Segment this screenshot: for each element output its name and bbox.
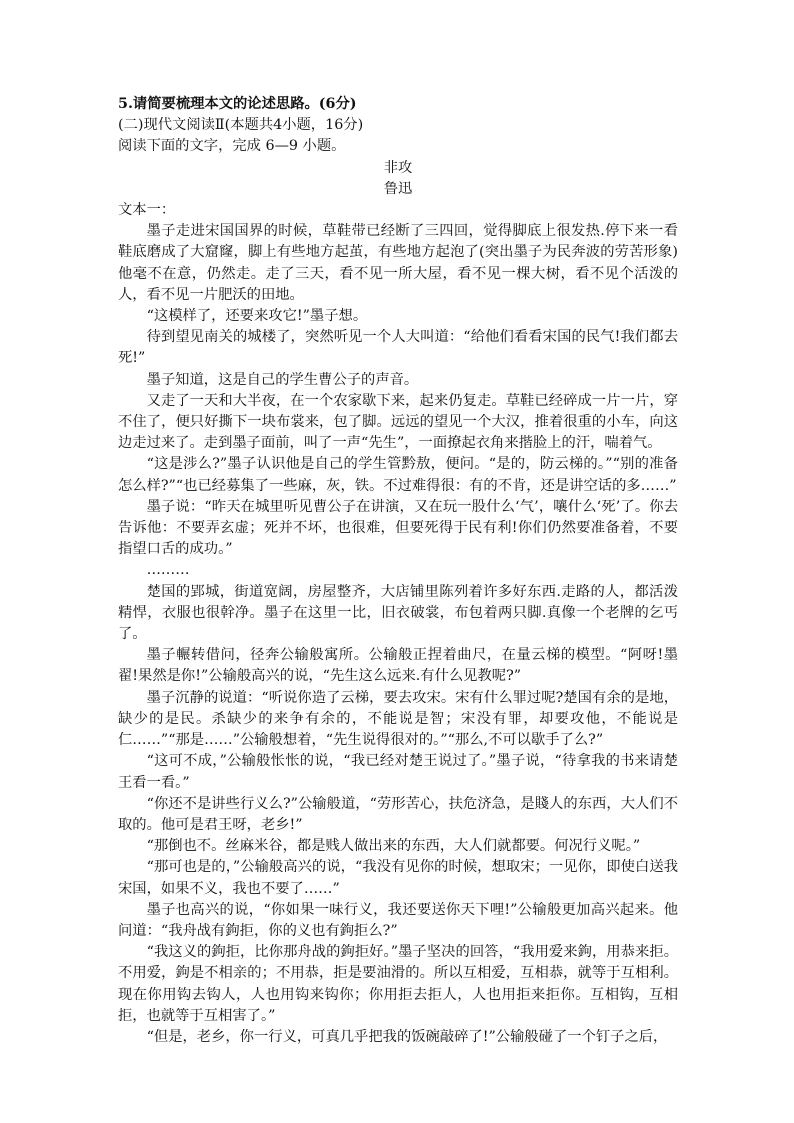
- document-page: [118, 94, 678, 1048]
- paragraph: “这可不成，”公输般怅怅的说，“我已经对楚王说过了。”墨子说，“待拿我的书来请楚王看一看。”: [118, 753, 678, 791]
- paragraph: “那可也是的，”公输般高兴的说，“我没有见你的时候，想取宋；一见你，即使白送我宋国，如果不义，我也不要了……”: [118, 859, 678, 897]
- omission-ellipsis: ………: [146, 562, 190, 579]
- question-5: 5.请简要梳理本文的论述思路。(6分): [118, 96, 357, 112]
- paragraph: 墨子沉静的说道：“听说你造了云梯，要去攻宋。宋有什么罪过呢?楚国有余的是地，缺少的是民。杀缺少的来争有余的，不能说是智；宋没有罪，却要攻他，不能说是仁……”“那是……”公输般想着，“先生说得很对的。”“那么,不可以歇手了么?”: [118, 689, 678, 749]
- text-one-label: 文本一：: [118, 202, 176, 219]
- paragraph: 墨子知道，这是自己的学生曹公子的声音。: [146, 371, 419, 388]
- paragraph: “但是，老乡，你一行义，可真几乎把我的饭碗敲碎了!”公输般碰了一个钉子之后，: [146, 1028, 668, 1045]
- paragraph: 楚国的郢城，街道宽阔，房屋整齐，大店铺里陈列着许多好东西.走路的人，都活泼精悍，衣服也很幹净。墨子在这里一比，旧衣破裳，布包着两只脚.真像一个老牌的乞丐了。: [118, 583, 678, 643]
- paragraph: “这模样了，还要来攻它!”墨子想。: [146, 308, 368, 325]
- article-author: 鲁迅: [383, 180, 413, 197]
- paragraph: 墨子也高兴的说，“你如果一味行义，我还要送你天下哩!”公输般更加高兴起来。他问道：“我舟战有鉤拒，你的义也有鉤拒么?”: [118, 901, 678, 939]
- paragraph: 墨子说：“昨天在城里听见曹公子在讲演，又在玩一股什么‘气’，嚷什么‘死’了。你去告诉他：不要弄玄虚；死并不坏，也很难，但要死得于民有利!你们仍然要准备着，不要指望口舌的成功。”: [118, 498, 678, 558]
- paragraph: 墨子輾转借问，径奔公输般寓所。公输般正捏着曲尺，在量云梯的模型。“阿呀!墨翟!果然是你!”公输般高兴的说，“先生这么远来.有什么见教呢?”: [118, 647, 678, 685]
- reading-instruction: 阅读下面的文字，完成 6—9 小题。: [118, 138, 346, 155]
- article-title: 非攻: [383, 159, 413, 176]
- paragraph: 又走了一天和大半夜，在一个农家歇下来，起来仍复走。草鞋已经碎成一片一片，穿不住了，便只好撕下一块布裳来，包了脚。远远的望见一个大汉，推着很重的小车，向这边走过来了。走到墨子面前，叫了一声“先生”，一面撩起衣角来揩脸上的汗，喘着气。: [118, 392, 678, 452]
- paragraph: 待到望见南关的城楼了，突然听见一个人大叫道：“给他们看看宋国的民气!我们都去死!”: [118, 329, 678, 367]
- paragraph: “那倒也不。丝麻米谷，都是贱人做出来的东西，大人们就都要。何况行义呢。”: [146, 838, 641, 855]
- section-heading: (二)现代文阅读Ⅱ(本题共4小题，16分): [118, 117, 364, 134]
- paragraph: “这是涉么?”墨子认识他是自己的学生管黔敖，便问。“是的，防云梯的。”“别的准备怎么样?”“也已经募集了一些麻，灰，铁。不过难得很：有的不肯，还是讲空话的多……”: [118, 456, 678, 494]
- paragraph: “我这义的鉤拒，比你那舟战的鉤拒好。”墨子坚决的回答，“我用爱来鉤，用恭来拒。不用爱，鉤是不相亲的；不用恭，拒是要油滑的。所以互相爱，互相恭，就等于互相利。现在你用钩去钩人，人也用钩来钩你；你用拒去拒人，人也用拒来拒你。互相钩，互相拒，也就等于互相害了。”: [118, 944, 678, 1024]
- paragraph: “你还不是讲些行义么?”公输般道，“劳形苦心，扶危济急，是賤人的东西，大人们不取的。他可是君王呀，老乡!”: [118, 795, 678, 833]
- paragraph: 墨子走进宋国国界的时候，草鞋带已经断了三四回，觉得脚底上很发热.停下来一看鞋底磨成了大窟窿，脚上有些地方起茧，有些地方起泡了(突出墨子为民奔波的劳苦形象)他毫不在意，仍然走。走了三天，看不见一所大屋，看不见一棵大树，看不见个活泼的人，看不见一片肥沃的田地。: [118, 223, 678, 303]
